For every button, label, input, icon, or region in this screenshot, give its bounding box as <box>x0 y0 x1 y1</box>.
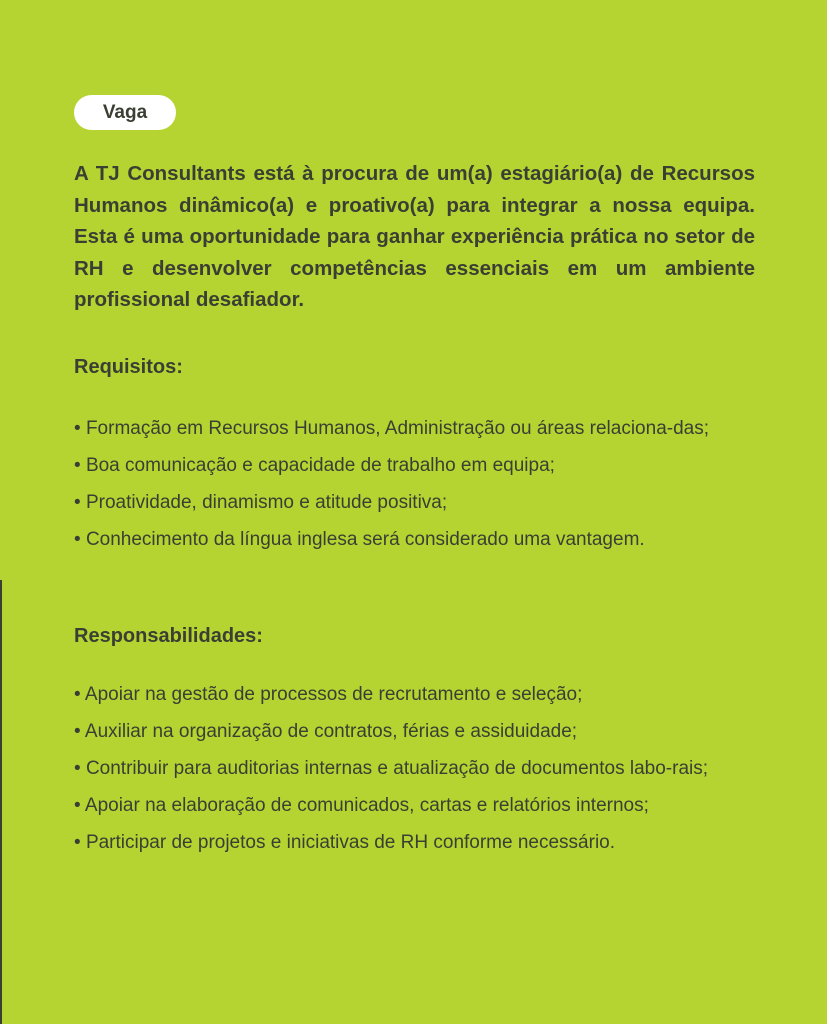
list-item: • Conhecimento da língua inglesa será considerado uma vantagem. <box>74 521 755 558</box>
intro-paragraph: A TJ Consultants está à procura de um(a) estagiário(a) de Recursos Humanos dinâmico(a) e proativo(a) para integrar a nossa equipa. Esta é uma oportunidade para ganhar experiência prática no setor de RH e desenvolver competências essenciais em um ambiente profissional desafiador. <box>74 162 755 311</box>
left-edge-line <box>0 580 2 1024</box>
list-item: • Proatividade, dinamismo e atitude positiva; <box>74 484 755 521</box>
vaga-tag-label: Vaga <box>102 101 148 123</box>
list-item: • Contribuir para auditorias internas e atualização de documentos labo-rais; <box>74 750 755 787</box>
list-item: • Apoiar na elaboração de comunicados, cartas e relatórios internos; <box>74 787 755 824</box>
list-item: • Auxiliar na organização de contratos, férias e assiduidade; <box>74 713 755 750</box>
list-item: • Apoiar na gestão de processos de recrutamento e seleção; <box>74 676 755 713</box>
list-item: • Formação em Recursos Humanos, Administração ou áreas relaciona-das; <box>74 410 755 447</box>
list-item: • Participar de projetos e iniciativas de RH conforme necessário. <box>74 824 755 861</box>
requirements-heading: Requisitos: <box>74 356 183 378</box>
list-item: • Boa comunicação e capacidade de trabalho em equipa; <box>74 447 755 484</box>
responsibilities-list <box>74 676 755 861</box>
responsibilities-heading: Responsabilidades: <box>74 625 263 647</box>
requirements-list <box>74 410 755 558</box>
vaga-tag <box>74 95 176 130</box>
